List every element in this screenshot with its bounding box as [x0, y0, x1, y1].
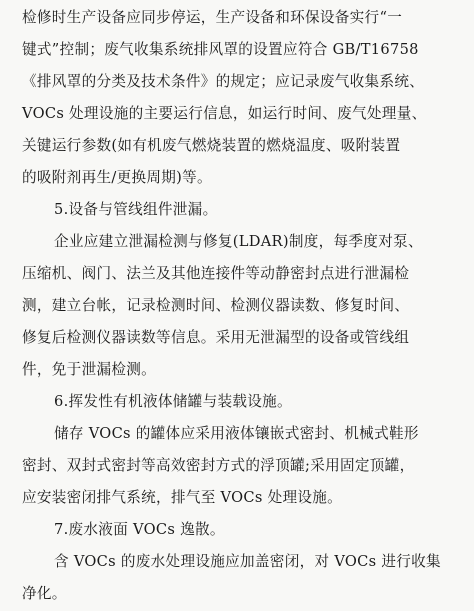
paragraph-line: 检修时生产设备应同步停运，生产设备和环保设备实行“一 — [22, 9, 403, 26]
paragraph-line: 压缩机、阀门、法兰及其他连接件等动静密封点进行泄漏检 — [22, 265, 410, 282]
paragraph-line: 密封、双封式密封等高效密封方式的浮顶罐;采用固定顶罐， — [22, 457, 415, 474]
paragraph-line: 含 VOCs 的废水处理设施应加盖密闭，对 VOCs 进行收集 — [54, 553, 441, 570]
section-heading-6: 6.挥发性有机液体储罐与装载设施。 — [54, 393, 292, 410]
paragraph-line: 储存 VOCs 的罐体应采用液体镶嵌式密封、机械式鞋形 — [54, 425, 419, 442]
paragraph-line: 键式”控制；废气收集系统排风罩的设置应符合 GB/T16758 — [22, 41, 419, 58]
paragraph-line: 修复后检测仪器读数等信息。采用无泄漏型的设备或管线组 — [22, 329, 410, 346]
paragraph-line: 《排风罩的分类及技术条件》的规定；应记录废气收集系统、 — [22, 73, 425, 90]
paragraph-line: 净化。 — [22, 585, 67, 602]
section-heading-7: 7.废水液面 VOCs 逸散。 — [54, 521, 225, 538]
paragraph-line: 的吸附剂再生/更换周期)等。 — [22, 169, 212, 186]
paragraph-line: 应安装密闭排气系统，排气至 VOCs 处理设施。 — [22, 489, 343, 506]
paragraph-line: VOCs 处理设施的主要运行信息，如运行时间、废气处理量、 — [22, 105, 427, 122]
paragraph-line: 关键运行参数(如有机废气燃烧装置的燃烧温度、吸附装置 — [22, 137, 401, 154]
paragraph-line: 件，免于泄漏检测。 — [22, 361, 157, 378]
paragraph-line: 企业应建立泄漏检测与修复(LDAR)制度，每季度对泵、 — [54, 233, 423, 250]
paragraph-line: 测，建立台帐，记录检测时间、检测仪器读数、修复时间、 — [22, 297, 410, 314]
section-heading-5: 5.设备与管线组件泄漏。 — [54, 201, 218, 218]
